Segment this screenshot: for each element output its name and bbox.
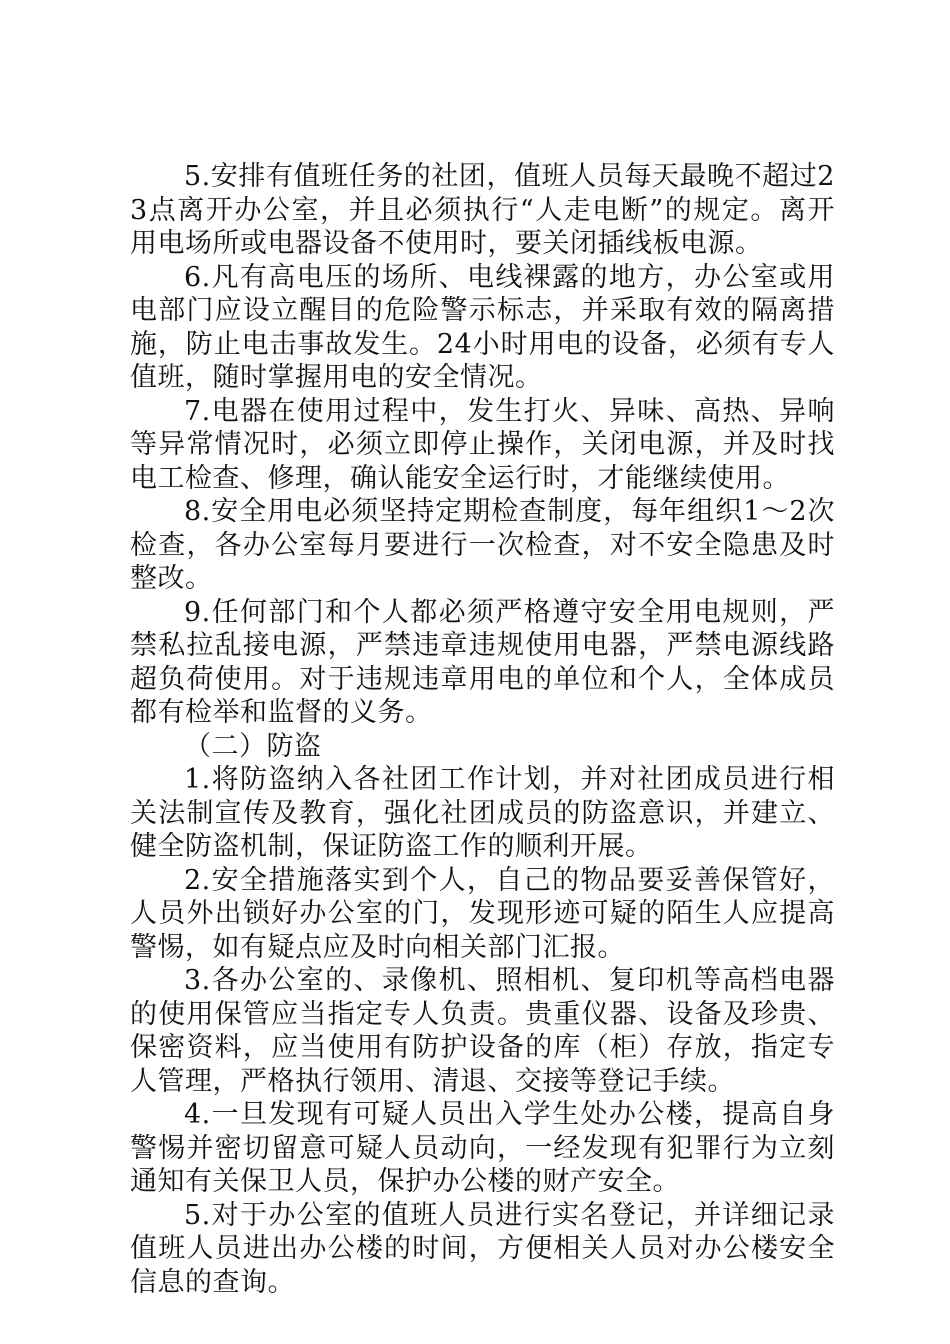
paragraph-theft-4: 4.一旦发现有可疑人员出入学生处办公楼，提高自身警惕并密切留意可疑人员动向，一经发现有犯罪行为立刻通知有关保卫人员，保护办公楼的财产安全。 [130, 1099, 835, 1197]
document-body [130, 160, 835, 1299]
paragraph-rule-7: 7.电器在使用过程中，发生打火、异味、高热、异响等异常情况时，必须立即停止操作，关闭电源，并及时找电工检查、修理，确认能安全运行时，才能继续使用。 [130, 395, 835, 494]
paragraph-rule-6: 6.凡有高电压的场所、电线裸露的地方，办公室或用电部门应设立醒目的危险警示标志，并采取有效的隔离措施，防止电击事故发生。24小时用电的设备，必须有专人值班，随时掌握用电的安全情况。 [130, 261, 835, 393]
paragraph-theft-2: 2.安全措施落实到个人，自己的物品要妥善保管好，人员外出锁好办公室的门，发现形迹可疑的陌生人应提高警惕，如有疑点应及时向相关部门汇报。 [130, 864, 835, 963]
paragraph-rule-5: 5.安排有值班任务的社团，值班人员每天最晚不超过23点离开办公室，并且必须执行“人走电断”的规定。离开用电场所或电器设备不使用时，要关闭插线板电源。 [130, 161, 835, 259]
paragraph-rule-8: 8.安全用电必须坚持定期检查制度，每年组织1～2次检查，各办公室每月要进行一次检查，对不安全隐患及时整改。 [130, 496, 835, 594]
paragraph-rule-9: 9.任何部门和个人都必须严格遵守安全用电规则，严禁私拉乱接电源，严禁违章违规使用电器，严禁电源线路超负荷使用。对于违规违章用电的单位和个人，全体成员都有检举和监督的义务。 [130, 596, 835, 728]
paragraph-theft-5: 5.对于办公室的值班人员进行实名登记，并详细记录值班人员进出办公楼的时间，方便相关人员对办公楼安全信息的查询。 [130, 1199, 835, 1298]
paragraph-theft-1: 1.将防盗纳入各社团工作计划，并对社团成员进行相关法制宣传及教育，强化社团成员的防盗意识，并建立、健全防盗机制，保证防盗工作的顺利开展。 [130, 764, 835, 862]
paragraph-theft-3: 3.各办公室的、录像机、照相机、复印机等高档电器的使用保管应当指定专人负责。贵重仪器、设备及珍贵、保密资料，应当使用有防护设备的库（柜）存放，指定专人管理，严格执行领用、清退、交接等登记手续。 [130, 965, 835, 1097]
section-heading-anti-theft: （二）防盗 [184, 730, 322, 762]
